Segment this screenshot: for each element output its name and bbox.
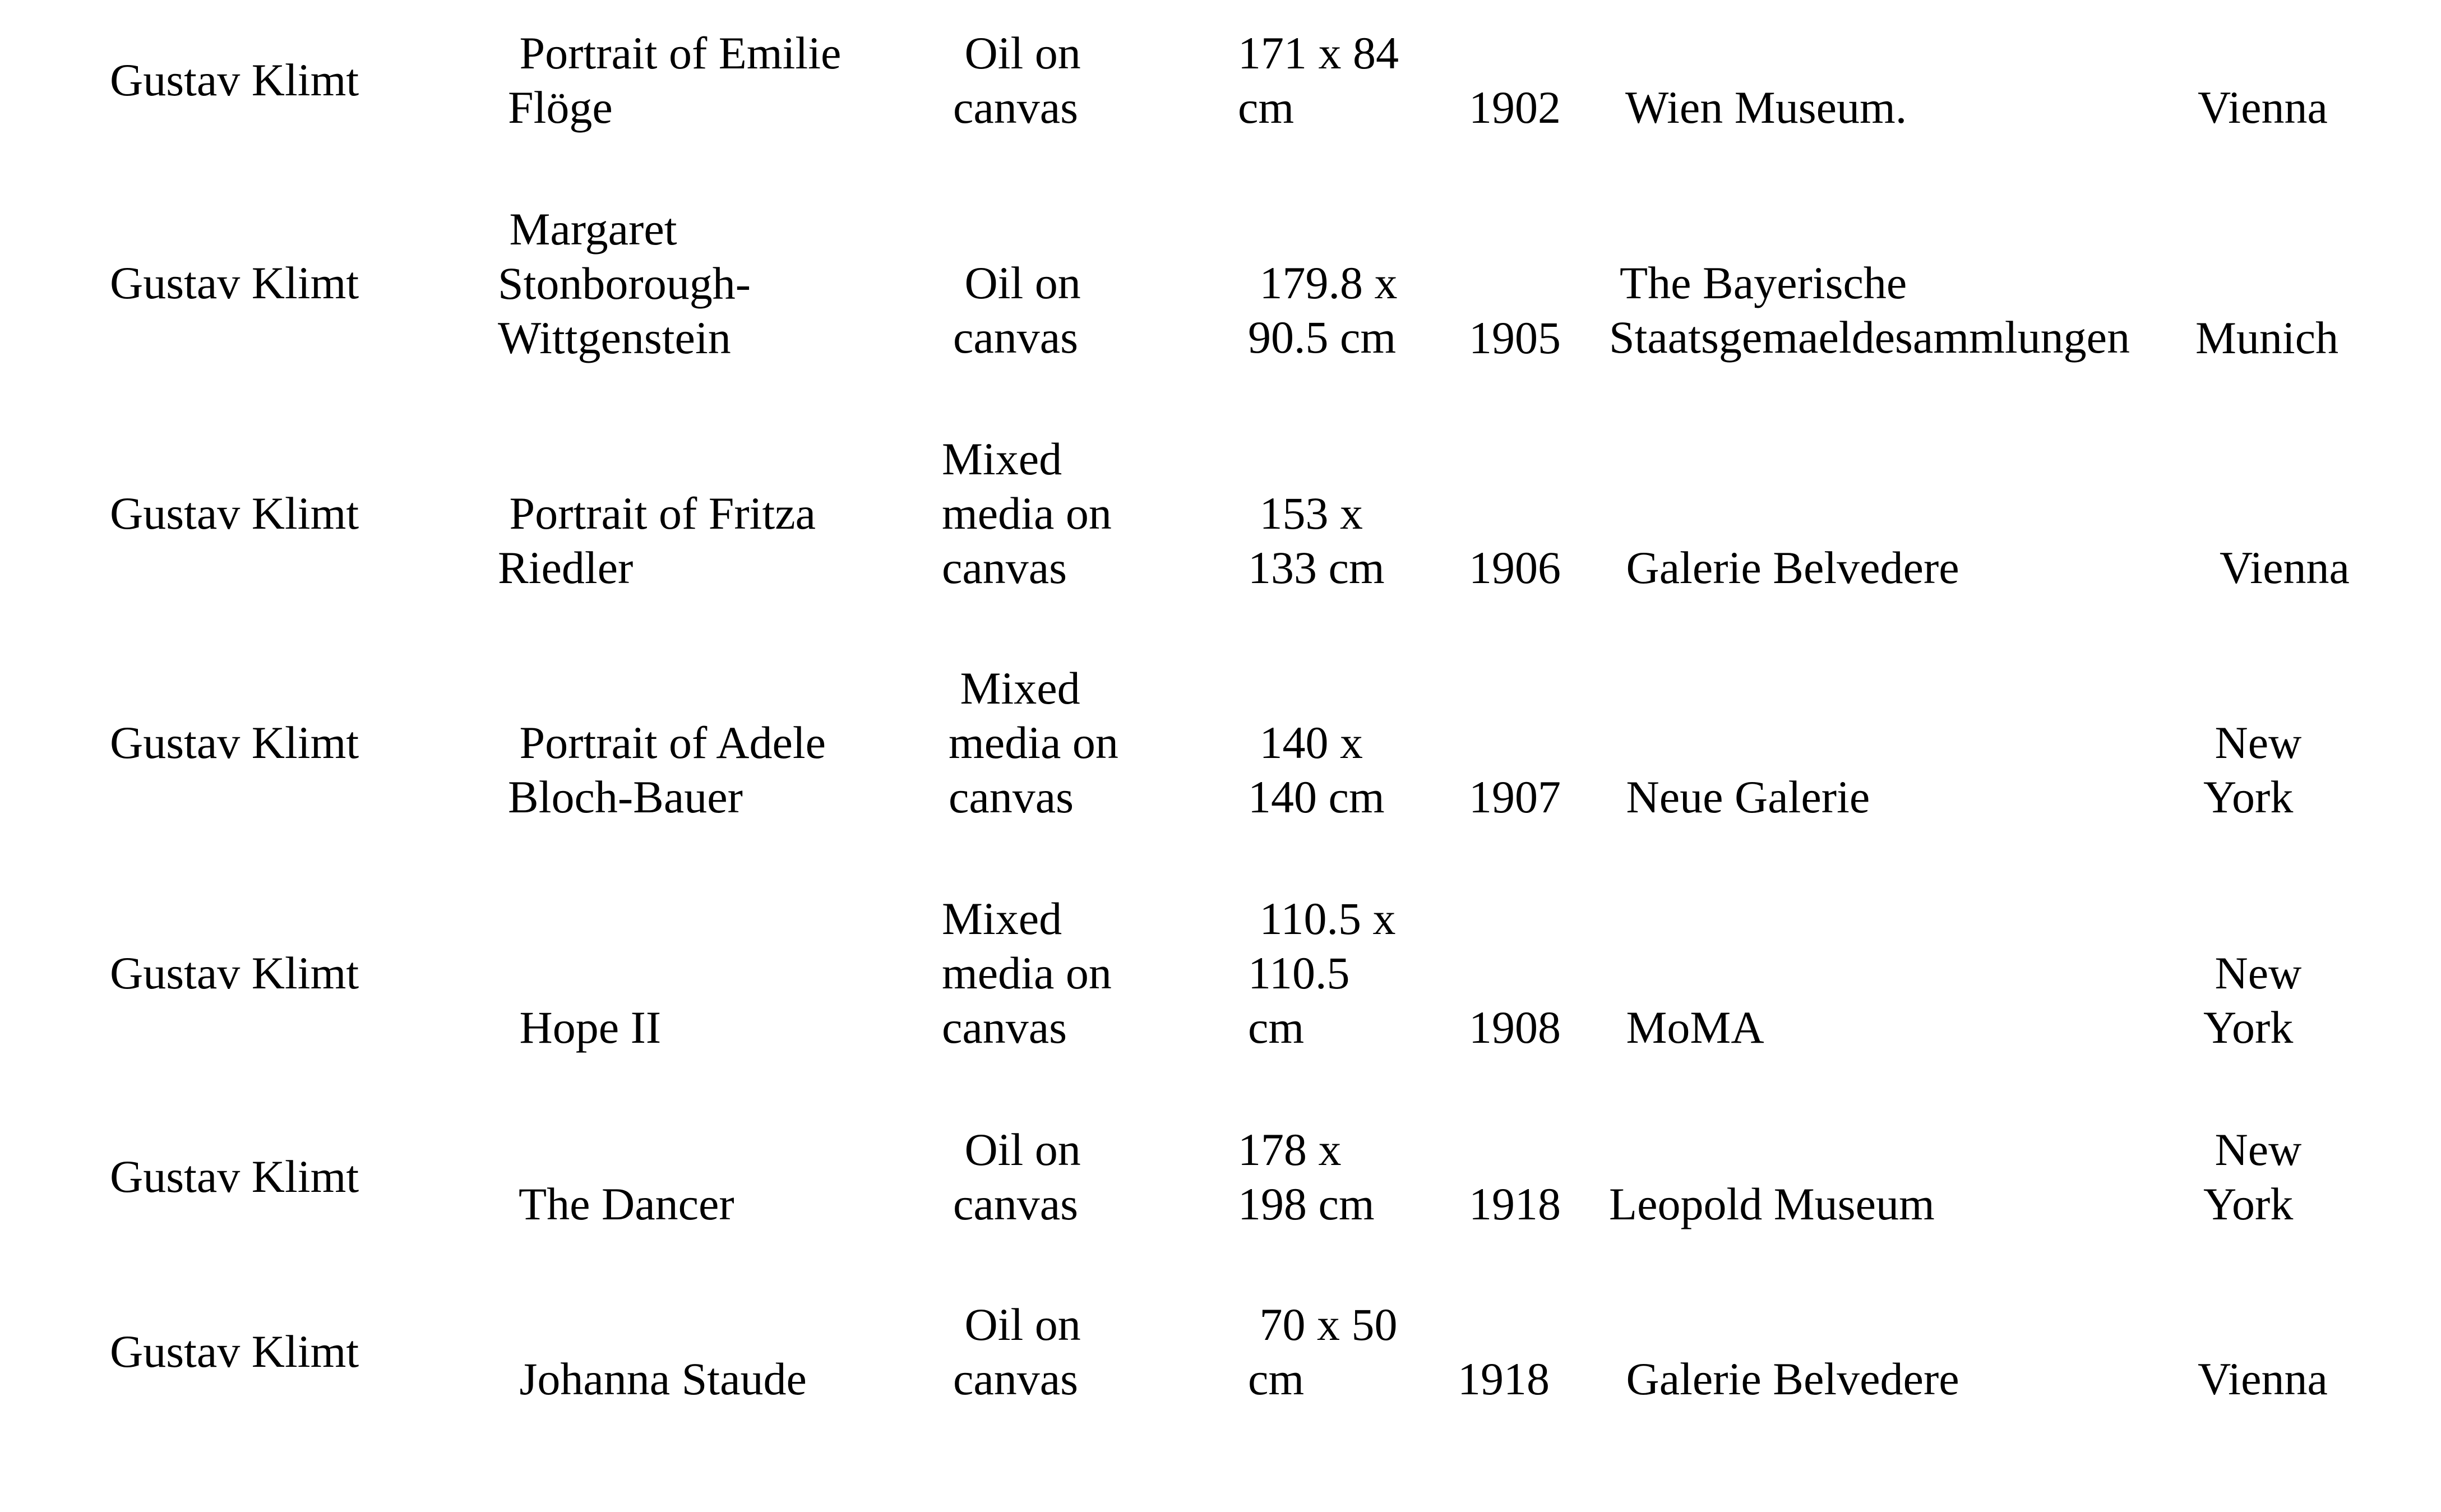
year-cell: 1905 bbox=[1469, 312, 1561, 363]
size-cell: 179.8 x 90.5 cm bbox=[1248, 257, 1398, 363]
year-cell: 1908 bbox=[1469, 1002, 1561, 1053]
medium-cell: Oil on canvas bbox=[953, 27, 1081, 133]
city-cell: New York bbox=[2203, 947, 2302, 1053]
medium-cell: Mixed media on canvas bbox=[942, 433, 1112, 593]
year-cell: 1906 bbox=[1469, 542, 1561, 593]
artist-cell: Gustav Klimt bbox=[110, 257, 359, 308]
title-cell: Portrait of Emilie Flöge bbox=[508, 27, 842, 133]
title-cell: Portrait of Fritza Riedler bbox=[498, 488, 816, 593]
artist-cell: Gustav Klimt bbox=[110, 488, 359, 539]
city-cell: New York bbox=[2203, 1124, 2302, 1229]
artist-cell: Gustav Klimt bbox=[110, 717, 359, 768]
medium-cell: Oil on canvas bbox=[953, 1124, 1081, 1229]
medium-cell: Mixed media on canvas bbox=[949, 663, 1118, 822]
medium-cell: Mixed media on canvas bbox=[942, 893, 1112, 1053]
medium-cell: Oil on canvas bbox=[953, 257, 1081, 363]
size-cell: 70 x 50 cm bbox=[1248, 1299, 1398, 1404]
artist-cell: Gustav Klimt bbox=[110, 1151, 359, 1202]
title-cell: The Dancer bbox=[508, 1178, 734, 1229]
venue-cell: Neue Galerie bbox=[1615, 771, 1870, 822]
venue-cell: Leopold Museum bbox=[1609, 1178, 1935, 1229]
venue-cell: Galerie Belvedere bbox=[1615, 1353, 1959, 1404]
year-cell: 1907 bbox=[1469, 771, 1561, 822]
medium-cell: Oil on canvas bbox=[953, 1299, 1081, 1404]
title-cell: Portrait of Adele Bloch-Bauer bbox=[508, 717, 826, 822]
city-cell: Munich bbox=[2195, 312, 2339, 363]
venue-cell: MoMA bbox=[1615, 1002, 1764, 1053]
size-cell: 140 x 140 cm bbox=[1248, 717, 1385, 822]
year-cell: 1902 bbox=[1469, 82, 1561, 133]
title-cell: Hope II bbox=[508, 1002, 662, 1053]
artist-cell: Gustav Klimt bbox=[110, 54, 359, 105]
title-cell: Johanna Staude bbox=[508, 1353, 807, 1404]
city-cell: Vienna bbox=[2198, 82, 2328, 133]
year-cell: 1918 bbox=[1469, 1178, 1561, 1229]
city-cell: New York bbox=[2203, 717, 2302, 822]
size-cell: 110.5 x 110.5 cm bbox=[1248, 893, 1396, 1053]
size-cell: 171 x 84 cm bbox=[1238, 27, 1399, 133]
venue-cell: Wien Museum. bbox=[1615, 82, 1907, 133]
city-cell: Vienna bbox=[2198, 1353, 2328, 1404]
artist-cell: Gustav Klimt bbox=[110, 947, 359, 998]
city-cell: Vienna bbox=[2209, 542, 2350, 593]
artist-cell: Gustav Klimt bbox=[110, 1326, 359, 1377]
venue-cell: Galerie Belvedere bbox=[1615, 542, 1959, 593]
size-cell: 178 x 198 cm bbox=[1238, 1124, 1375, 1229]
venue-cell: The Bayerische Staatsgemaeldesammlungen bbox=[1609, 257, 2130, 363]
size-cell: 153 x 133 cm bbox=[1248, 488, 1385, 593]
title-cell: Margaret Stonborough- Wittgenstein bbox=[498, 204, 751, 363]
year-cell: 1918 bbox=[1458, 1353, 1550, 1404]
